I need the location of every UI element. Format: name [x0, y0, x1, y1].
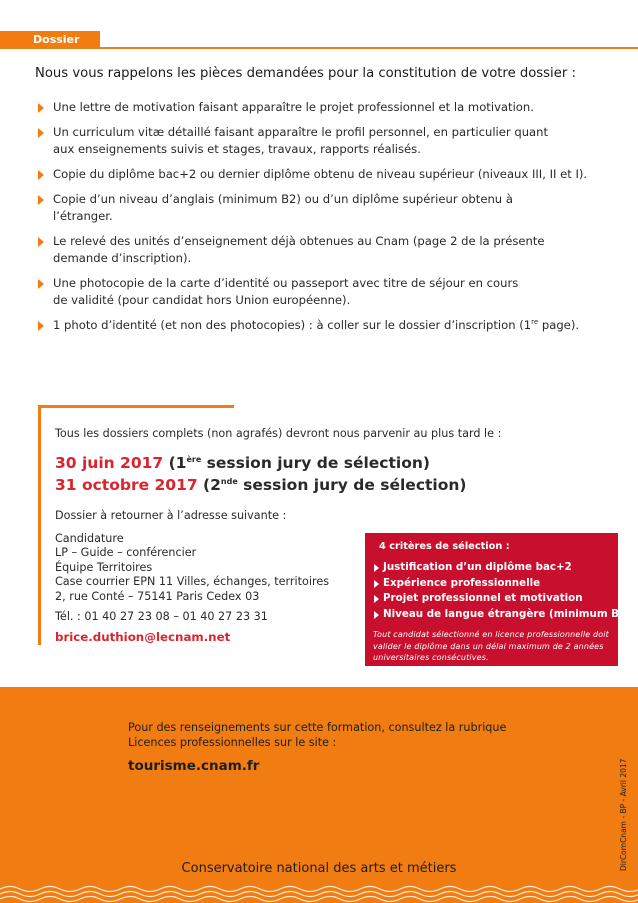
section-tab — [0, 31, 100, 49]
address-intro: Dossier à retourner à l’adresse suivante : — [55, 509, 287, 522]
deadline-first-date: 30 juin 2017 — [55, 454, 164, 472]
address-line: 2, rue Conté – 75141 Paris Cedex 03 — [55, 589, 260, 603]
bullet-arrow-icon — [38, 321, 44, 331]
criteria-box — [365, 533, 631, 666]
list-item: Une photocopie de la carte d’identité ou passeport avec titre de séjour en cours de validité (pour candidat hors Union européenne). — [35, 275, 613, 309]
bracket-decoration-left — [38, 405, 41, 645]
criteria-item: Niveau de langue étrangère (minimum B2) — [373, 607, 631, 623]
list-item: Le relevé des unités d’enseignement déjà obtenues au Cnam (page 2 de la présente demande d’inscription). — [35, 233, 613, 267]
pieces-list — [35, 99, 613, 334]
section-tab-label: Dossier — [33, 33, 80, 46]
bullet-arrow-icon — [374, 595, 379, 603]
list-item-photo: 1 photo d’identité (et non des photocopies) : à coller sur le dossier d’inscription (1re page). — [35, 317, 613, 334]
deadline-intro: Tous les dossiers complets (non agrafés) devront nous parvenir au plus tard le : — [55, 427, 502, 440]
postal-address — [55, 532, 329, 604]
criteria-item: Justification d’un diplôme bac+2 — [373, 560, 631, 576]
bullet-arrow-icon — [38, 279, 44, 289]
list-item: Un curriculum vitæ détaillé faisant apparaître le profil personnel, en particulier quant aux enseignements suivis et stages, travaux, rapports réalisés. — [35, 124, 613, 158]
address-line: Équipe Territoires — [55, 560, 153, 574]
list-item: Une lettre de motivation faisant apparaître le projet professionnel et la motivation. — [35, 99, 613, 116]
phone-numbers: Tél. : 01 40 27 23 08 – 01 40 27 23 31 — [55, 610, 268, 623]
list-item: Copie d’un niveau d’anglais (minimum B2) ou d’un diplôme supérieur obtenu à l’étranger. — [35, 191, 613, 225]
criteria-list — [373, 560, 631, 622]
bullet-arrow-icon — [38, 170, 44, 180]
criteria-item: Projet professionnel et motivation — [373, 591, 631, 607]
organization-name: Conservatoire national des arts et métiers — [181, 861, 457, 876]
address-line: LP – Guide – conférencier — [55, 546, 197, 560]
print-reference: DirComCnam - BP - Avril 2017 — [619, 758, 628, 871]
list-item: Copie du diplôme bac+2 ou dernier diplôme obtenu de niveau supérieur (niveaux III, II et I). — [35, 166, 613, 183]
intro-text: Nous vous rappelons les pièces demandées pour la constitution de votre dossier : — [35, 66, 576, 81]
address-line: Candidature — [55, 532, 124, 545]
header-rule — [100, 47, 638, 49]
bullet-arrow-icon — [374, 580, 379, 588]
bullet-arrow-icon — [374, 564, 379, 572]
bullet-arrow-icon — [38, 195, 44, 205]
website-link[interactable]: tourisme.cnam.fr — [128, 758, 260, 774]
deadline-first: 30 juin 2017 (1ère session jury de sélection) — [55, 454, 430, 472]
footer-wave-pattern — [0, 881, 638, 903]
contact-email-link[interactable]: brice.duthion@lecnam.net — [55, 630, 231, 644]
criteria-note: Tout candidat sélectionné en licence professionnelle doit valider le diplôme dans un délai maximum de 2 années universitaires consécutives. — [373, 630, 609, 662]
info-text: Pour des renseignements sur cette formation, consultez la rubrique Licences professionnelles sur le site : — [128, 721, 507, 749]
bracket-decoration-top — [38, 405, 234, 408]
bullet-arrow-icon — [38, 128, 44, 138]
criteria-title: 4 critères de sélection : — [379, 541, 510, 552]
bullet-arrow-icon — [374, 611, 379, 619]
bullet-arrow-icon — [38, 237, 44, 247]
criteria-item: Expérience professionnelle — [373, 576, 631, 592]
bullet-arrow-icon — [38, 103, 44, 113]
deadline-second-date: 31 octobre 2017 — [55, 476, 198, 494]
deadline-second: 31 octobre 2017 (2nde session jury de sélection) — [55, 476, 467, 494]
address-line: Case courrier EPN 11 Villes, échanges, territoires — [55, 575, 330, 589]
